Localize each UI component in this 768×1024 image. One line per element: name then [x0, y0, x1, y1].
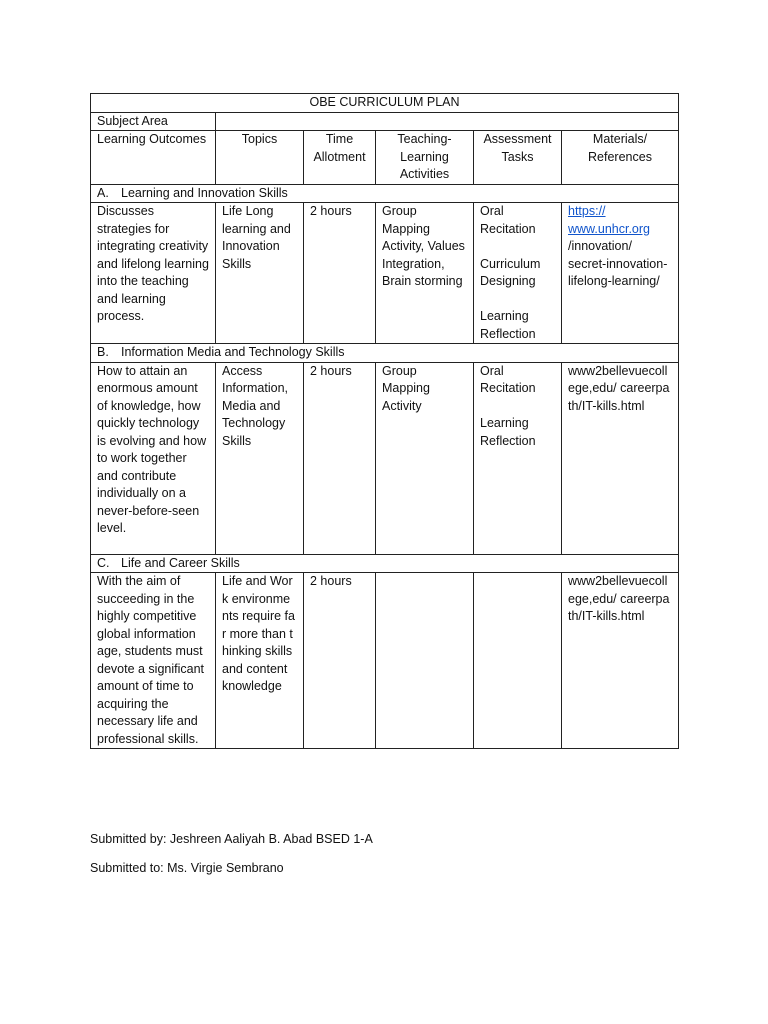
- assessment-tasks: [474, 203, 562, 344]
- topic: Access Information, Media and Technology Skills: [216, 362, 304, 554]
- subject-area-label: Subject Area: [91, 112, 216, 131]
- header-teaching-learning-activities: Teaching-Learning Activities: [376, 131, 474, 185]
- subject-area-value: [216, 112, 679, 131]
- assessment-item: Oral Recitation: [480, 204, 536, 236]
- table-row: [91, 362, 679, 554]
- table-row: [91, 573, 679, 749]
- time-allotment: 2 hours: [304, 203, 376, 344]
- section-heading-a: [91, 184, 679, 203]
- teaching-learning-activities: Group Mapping Activity: [376, 362, 474, 554]
- submitted-by: Submitted by: Jeshreen Aaliyah B. Abad BSED 1-A: [90, 832, 373, 846]
- section-title: Learning and Innovation Skills: [121, 185, 288, 200]
- learning-outcome: With the aim of succeeding in the highly competitive global information age, students must devote a significant amount of time to acquiring the necessary life and professional skills.: [91, 573, 216, 749]
- curriculum-plan-table: [90, 93, 679, 749]
- header-row: [91, 131, 679, 185]
- learning-outcome: Discusses strategies for integrating creativity and lifelong learning into the teaching and learning process.: [91, 203, 216, 344]
- section-letter: C.: [97, 555, 110, 570]
- materials-references: [562, 203, 679, 344]
- section-title: Information Media and Technology Skills: [121, 345, 345, 359]
- header-time-allotment: Time Allotment: [304, 131, 376, 185]
- section-heading-c: [91, 554, 679, 573]
- header-topics: Topics: [216, 131, 304, 185]
- time-allotment: 2 hours: [304, 362, 376, 554]
- reference-link[interactable]: https:// www.unhcr.org: [568, 204, 650, 236]
- teaching-learning-activities: Group Mapping Activity, Values Integration, Brain storming: [376, 203, 474, 344]
- assessment-item: Curriculum Designing: [480, 256, 541, 288]
- topic: Life and Work environments require far more than thinking skills and content knowledge: [216, 573, 304, 749]
- learning-outcome: How to attain an enormous amount of knowledge, how quickly technology is evolving and how to work together and contribute individually on a never-before-seen level.: [91, 362, 216, 554]
- section-title: Life and Career Skills: [121, 555, 240, 570]
- table-title: OBE CURRICULUM PLAN: [91, 94, 679, 113]
- time-allotment: 2 hours: [304, 573, 376, 749]
- header-learning-outcomes: Learning Outcomes: [91, 131, 216, 185]
- header-assessment-tasks: Assessment Tasks: [474, 131, 562, 185]
- assessment-item: Oral Recitation: [480, 363, 536, 395]
- header-materials-references: Materials/ References: [562, 131, 679, 185]
- section-letter: B.: [97, 345, 109, 359]
- assessment-tasks: [474, 362, 562, 554]
- teaching-learning-activities: [376, 573, 474, 749]
- section-letter: A.: [97, 185, 109, 200]
- section-heading-b: [91, 344, 679, 363]
- table-row: [91, 203, 679, 344]
- assessment-item: Learning Reflection: [480, 309, 536, 341]
- reference-path: /innovation/ secret-innovation-lifelong-learning/: [568, 239, 668, 288]
- materials-references: www2bellevuecollege,edu/ careerpath/IT-kills.html: [562, 573, 679, 749]
- topic: Life Long learning and Innovation Skills: [216, 203, 304, 344]
- assessment-tasks: [474, 573, 562, 749]
- assessment-item: Learning Reflection: [480, 416, 536, 448]
- materials-references: www2bellevuecollege,edu/ careerpath/IT-kills.html: [562, 362, 679, 554]
- submitted-to: Submitted to: Ms. Virgie Sembrano: [90, 861, 284, 875]
